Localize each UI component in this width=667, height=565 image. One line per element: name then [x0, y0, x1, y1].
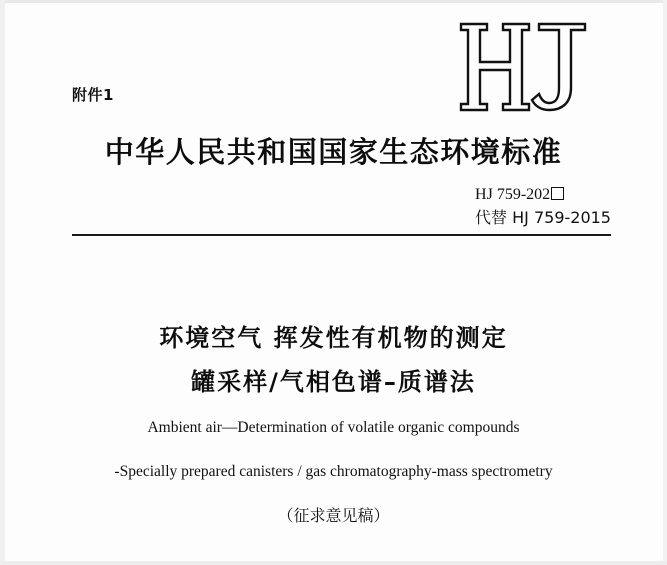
draft-notice: （征求意见稿） — [277, 506, 390, 525]
scan-edge-top — [0, 0, 667, 3]
attachment-label: 附件1 — [72, 86, 114, 104]
hj-logo-icon — [453, 18, 593, 114]
replaces-standard-number: 代替 HJ 759-2015 — [475, 208, 611, 228]
title-en-line-1: Ambient air—Determination of volatile organic compounds — [147, 419, 520, 436]
standard-number — [475, 183, 611, 206]
title-cn-line-1: 环境空气 挥发性有机物的测定 — [159, 324, 508, 352]
title-cn-line-2: 罐采样/气相色谱–质谱法 — [191, 368, 476, 396]
standard-authority-title: 中华人民共和国国家生态环境标准 — [104, 135, 563, 169]
title-en-line-2: -Specially prepared canisters / gas chromatography-mass spectrometry — [114, 463, 553, 480]
scan-edge-bottom — [0, 561, 667, 565]
standard-number-block — [475, 183, 611, 229]
header-divider — [72, 234, 611, 236]
standard-number-placeholder-box — [551, 187, 564, 200]
standard-number-text: HJ 759-202 — [475, 186, 551, 203]
